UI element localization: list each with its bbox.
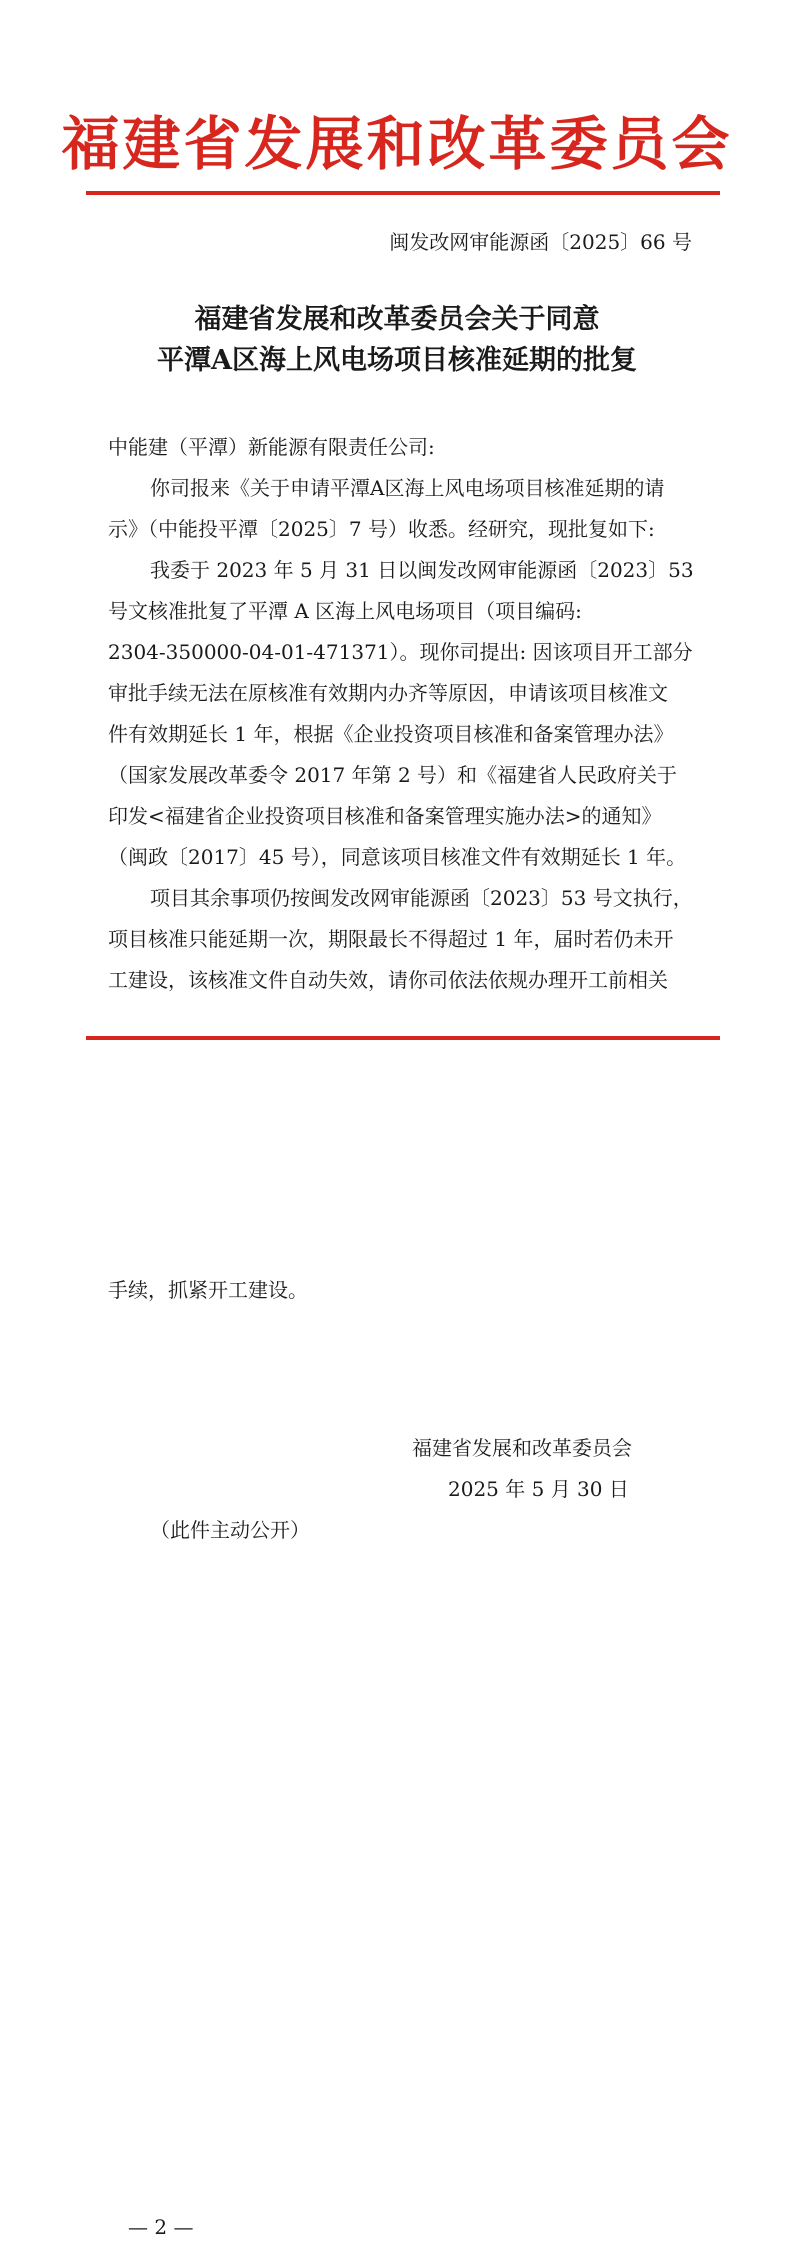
document-number: 闽发改网审能源函〔2025〕66 号 (389, 230, 692, 254)
addressee (108, 427, 698, 468)
page-number: — 2 — (128, 2215, 194, 2239)
paragraph-line: 审批手续无法在原核准有效期内办齐等原因，申请该项目核准文 (108, 681, 668, 705)
paragraph-line: 件有效期延长 1 年，根据《企业投资项目核准和备案管理办法》 (108, 722, 674, 746)
paragraph-line: 工建设，该核准文件自动失效，请你司依法依规办理开工前相关 (108, 968, 668, 992)
addressee-text: 中能建（平潭）新能源有限责任公司: (108, 435, 435, 459)
paragraph-line: 我委于 2023 年 5 月 31 日以闽发改网审能源函〔2023〕53 (150, 558, 694, 582)
paragraph-line: 示》（中能投平潭〔2025〕7 号）收悉。经研究，现批复如下: (108, 517, 655, 541)
paragraph-1 (108, 468, 698, 550)
signature-date: 2025 年 5 月 30 日 (448, 1477, 629, 1501)
org-header-title: 福建省发展和改革委员会 (61, 110, 733, 178)
paragraph-line: （闽政〔2017〕45 号），同意该项目核准文件有效期延长 1 年。 (108, 845, 687, 869)
header-red-rule (86, 191, 720, 195)
paragraph-line: 号文核准批复了平潭 A 区海上风电场项目（项目编码: (108, 599, 582, 623)
paragraph-line: 2304-350000-04-01-471371）。现你司提出: 因该项目开工部分 (108, 640, 693, 664)
paragraph-line: 你司报来《关于申请平潭A区海上风电场项目核准延期的请 (150, 476, 665, 500)
disclosure-note: （此件主动公开） (150, 1518, 310, 1542)
continuation-line: 手续，抓紧开工建设。 (108, 1278, 308, 1302)
document-title-line-2: 平潭A区海上风电场项目核准延期的批复 (157, 345, 637, 376)
document-title-line-1: 福建省发展和改革委员会关于同意 (194, 304, 600, 335)
signature-organization: 福建省发展和改革委员会 (412, 1436, 632, 1460)
paragraph-line: 项目其余事项仍按闽发改网审能源函〔2023〕53 号文执行， (150, 886, 693, 910)
paragraph-line: 印发<福建省企业投资项目核准和备案管理实施办法>的通知》 (108, 804, 662, 828)
continuation-text (108, 1270, 698, 1311)
paragraph-line: （国家发展改革委令 2017 年第 2 号）和《福建省人民政府关于 (108, 763, 678, 787)
paragraph-2 (108, 550, 698, 878)
paragraph-3 (108, 878, 698, 1001)
paragraph-line: 项目核准只能延期一次，期限最长不得超过 1 年，届时若仍未开 (108, 927, 674, 951)
footer-red-rule (86, 1036, 720, 1040)
